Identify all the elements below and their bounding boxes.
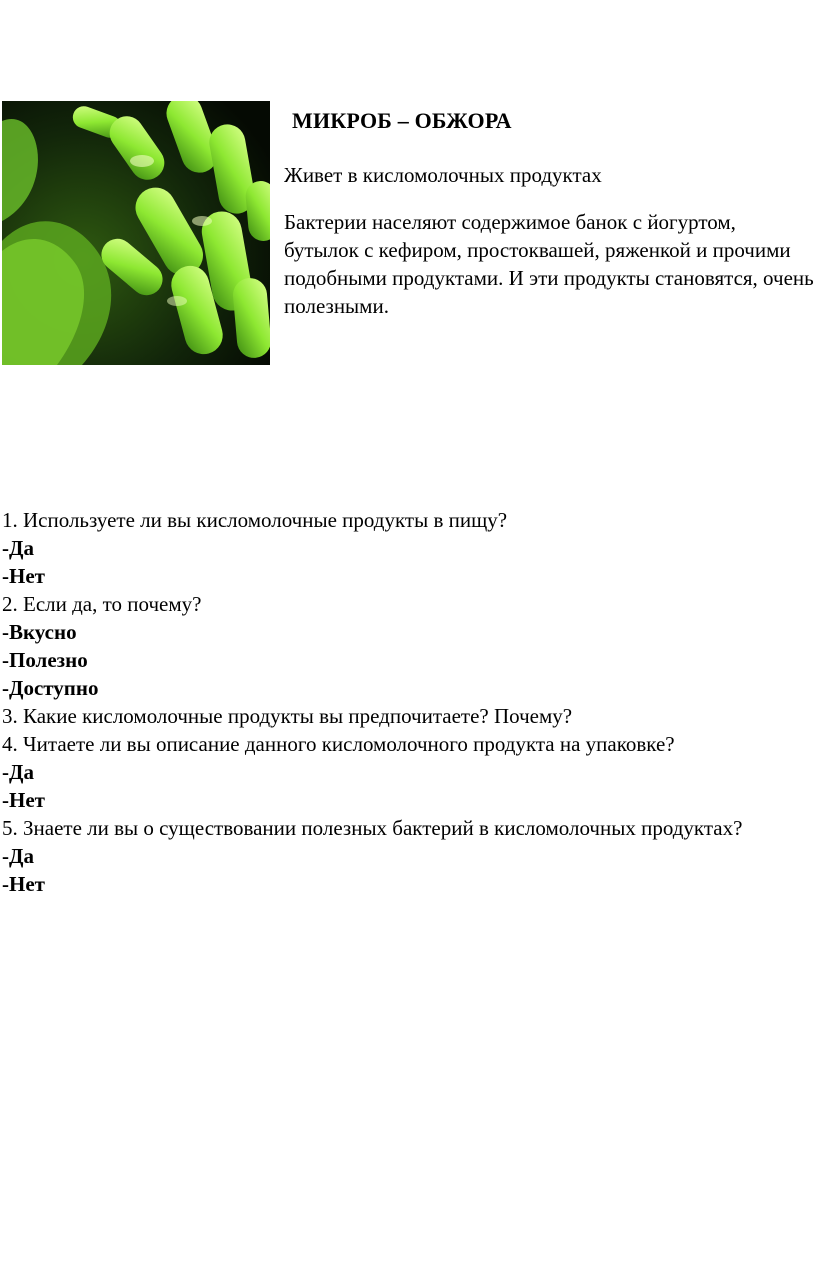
answer-option: -Вкусно — [2, 620, 77, 644]
question-5: 5. Знаете ли вы о существовании полезных бактерий в кисломолочных продуктах? — [2, 816, 743, 840]
answer-option: -Доступно — [2, 676, 99, 700]
answer-option: -Да — [2, 536, 34, 560]
answer-option: -Да — [2, 844, 34, 868]
question-3: 3. Какие кисломолочные продукты вы предпочитаете? Почему? — [2, 704, 573, 728]
page-title: МИКРОБ – ОБЖОРА — [292, 108, 512, 133]
lead-text: Живет в кисломолочных продуктах — [284, 163, 602, 187]
question-4: 4. Читаете ли вы описание данного кисломолочного продукта на упаковке? — [2, 732, 675, 756]
answer-option: -Полезно — [2, 648, 88, 672]
answer-option: -Нет — [2, 564, 45, 588]
answer-option: -Нет — [2, 788, 45, 812]
bacteria-micrograph-icon — [2, 101, 270, 365]
question-1: 1. Используете ли вы кисломолочные продукты в пищу? — [2, 508, 508, 532]
answer-option: -Нет — [2, 872, 45, 896]
description-text: Бактерии населяют содержимое банок с йогуртом, бутылок с кефиром, простоквашей, ряженкой и прочими подобными продуктами. И эти продукты становятся, очень полезными. — [284, 210, 814, 318]
intro-block — [284, 107, 814, 320]
answer-option: -Да — [2, 760, 34, 784]
survey — [2, 506, 812, 898]
question-2: 2. Если да, то почему? — [2, 592, 202, 616]
bacteria-image — [2, 101, 270, 365]
